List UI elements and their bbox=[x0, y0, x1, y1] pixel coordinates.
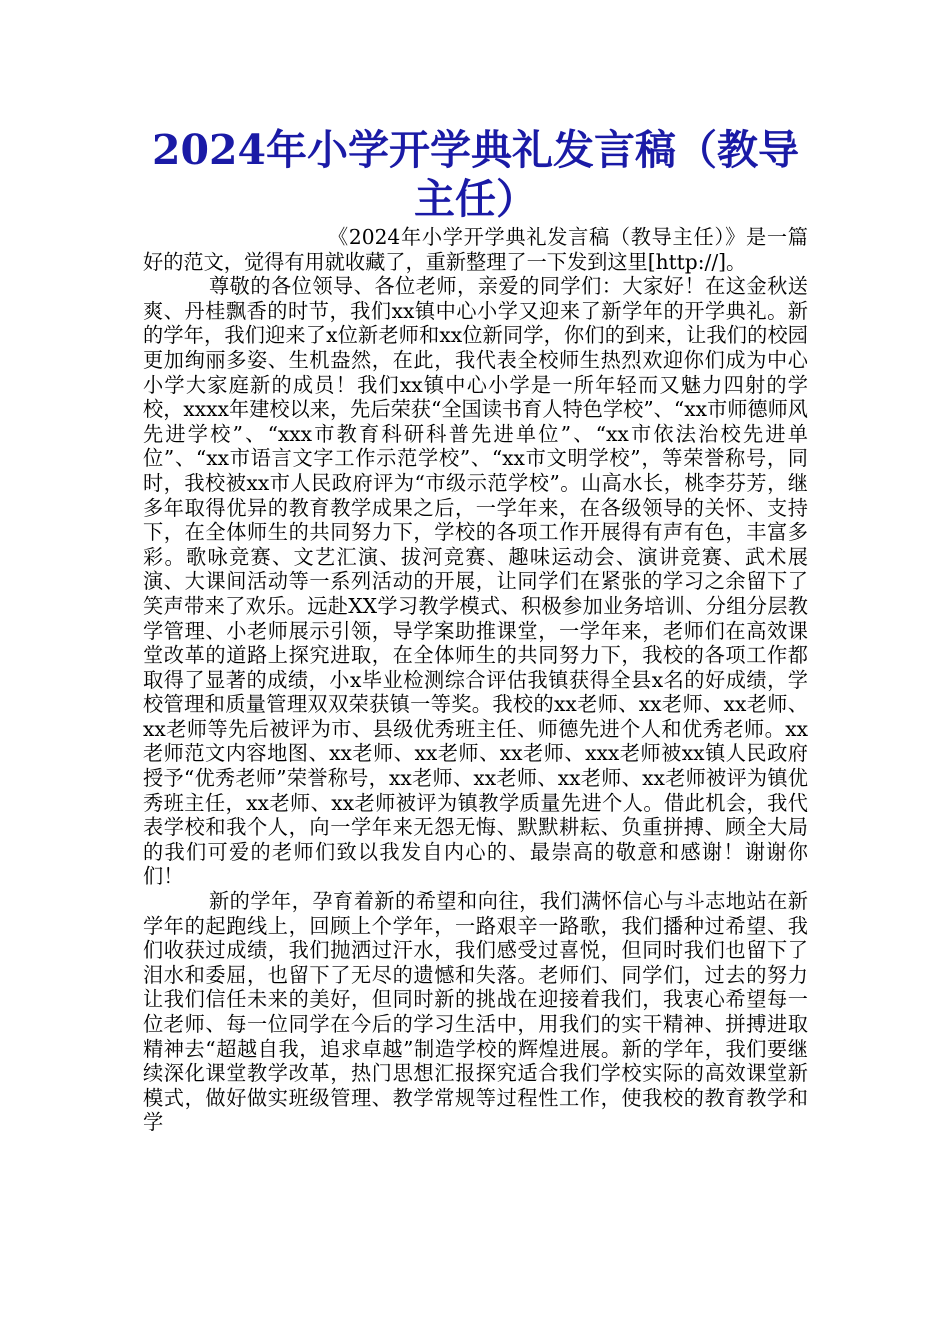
document-title: 2024年小学开学典礼发言稿（教导主任） bbox=[151, 126, 800, 223]
body-paragraph-2: 新的学年，孕育着新的希望和向往，我们满怀信心与斗志地站在新学年的起跑线上，回顾上个学年，一路艰辛一路歌，我们播种过希望、我们收获过成绩，我们抛洒过汗水，我们感受过喜悦，但同时我们也留下了泪水和委屈，也留下了无尽的遗憾和失落。老师们、同学们，过去的努力让我们信任未来的美好，但同时新的挑战在迎接着我们，我衷心希望每一位老师、每一位同学在今后的学习生活中，用我们的实干精神、拼搏进取精神去“超越自我，追求卓越”制造学校的辉煌进展。新的学年，我们要继续深化课堂教学改革，热门思想汇报探究适合我们学校实际的高效课堂新模式，做好做实班级管理、教学常规等过程性工作，使我校的教育教学和学 bbox=[143, 889, 808, 1135]
intro-paragraph: 《2024年小学开学典礼发言稿（教导主任）》是一篇好的范文，觉得有用就收藏了，重新整理了一下发到这里[http://]。 bbox=[143, 225, 808, 274]
document-page bbox=[143, 126, 808, 1135]
body-paragraph-1: 尊敬的各位领导、各位老师，亲爱的同学们：大家好！在这金秋送爽、丹桂飘香的时节，我们xx镇中心小学又迎来了新学年的开学典礼。新的学年，我们迎来了x位新老师和xx位新同学，你们的到来，让我们的校园更加绚丽多姿、生机盎然，在此，我代表全校师生热烈欢迎你们成为中心小学大家庭新的成员！我们xx镇中心小学是一所年轻而又魅力四射的学校，xxxx年建校以来，先后荣获“全国读书育人特色学校”、“xx市师德师风先进学校”、“xxx市教育科研科普先进单位”、“xx市依法治校先进单位”、“xx市语言文字工作示范学校”、“xx市文明学校”，等荣誉称号，同时，我校被xx市人民政府评为“市级示范学校”。山高水长，桃李芬芳，继多年取得优异的教育教学成果之后，一学年来，在各级领导的关怀、支持下，在全体师生的共同努力下，学校的各项工作开展得有声有色，丰富多彩。歌咏竞赛、文艺汇演、拔河竞赛、趣味运动会、演讲竞赛、武术展演、大课间活动等一系列活动的开展，让同学们在紧张的学习之余留下了笑声带来了欢乐。远赴XX学习教学模式、积极参加业务培训、分组分层教学管理、小老师展示引领，导学案助推课堂，一学年来，老师们在高效课堂改革的道路上探究进取，在全体师生的共同努力下，我校的各项工作都取得了显著的成绩，小x毕业检测综合评估我镇获得全县x名的好成绩，学校管理和质量管理双双荣获镇一等奖。我校的xx老师、xx老师、xx老师、xx老师等先后被评为市、县级优秀班主任、师德先进个人和优秀老师。xx老师范文内容地图、xx老师、xx老师、xx老师、xxx老师被xx镇人民政府授予“优秀老师”荣誉称号，xx老师、xx老师、xx老师、xx老师被评为镇优秀班主任，xx老师、xx老师被评为镇教学质量先进个人。借此机会，我代表学校和我个人，向一学年来无怨无悔、默默耕耘、负重拼搏、顾全大局的我们可爱的老师们致以我发自内心的、最崇高的敬意和感谢！谢谢你们！ bbox=[143, 274, 808, 889]
